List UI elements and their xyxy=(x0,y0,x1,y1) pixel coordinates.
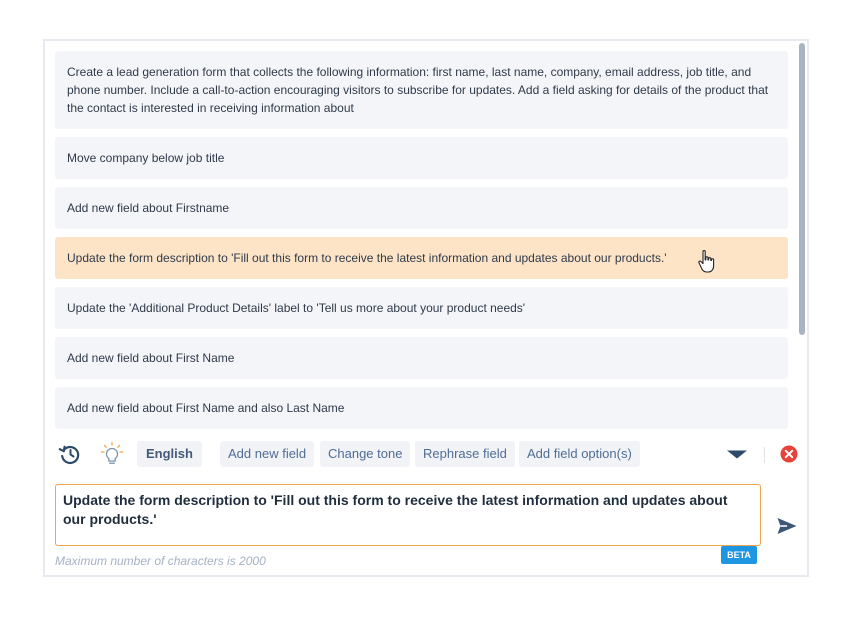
history-item-hovered[interactable]: Update the form description to 'Fill out this form to receive the latest information and updates about our products.' xyxy=(55,237,788,279)
history-item[interactable]: Add new field about First Name and also Last Name xyxy=(55,387,788,429)
send-icon[interactable] xyxy=(776,515,798,537)
rephrase-field-button[interactable]: Rephrase field xyxy=(415,441,515,467)
language-selector[interactable]: English xyxy=(137,441,202,467)
hand-cursor-icon xyxy=(697,249,717,275)
history-item[interactable]: Create a lead generation form that collects the following information: first name, last name, company, email address, job title, and phone number. Include a call-to-action encouraging visitors to subscribe for updates. Add a field asking for details of the product that the contact is interested in receiving information about xyxy=(55,51,788,129)
scrollbar[interactable] xyxy=(799,43,805,427)
toolbar-divider xyxy=(764,447,765,463)
add-new-field-button[interactable]: Add new field xyxy=(220,441,314,467)
character-limit-hint: Maximum number of characters is 2000 xyxy=(55,554,266,568)
assistant-toolbar xyxy=(55,439,801,469)
scrollbar-thumb[interactable] xyxy=(799,43,805,335)
history-item[interactable]: Add new field about Firstname xyxy=(55,187,788,229)
close-icon[interactable] xyxy=(776,441,802,467)
beta-badge: BETA xyxy=(721,546,757,564)
history-item[interactable]: Add new field about First Name xyxy=(55,337,788,379)
add-field-options-button[interactable]: Add field option(s) xyxy=(519,441,640,467)
prompt-history-list[interactable] xyxy=(55,51,788,431)
lightbulb-icon[interactable] xyxy=(99,441,125,467)
ai-assistant-panel xyxy=(43,39,809,577)
history-icon[interactable] xyxy=(57,441,83,467)
caret-down-icon[interactable] xyxy=(724,441,750,467)
change-tone-button[interactable]: Change tone xyxy=(320,441,410,467)
prompt-input[interactable]: Update the form description to 'Fill out this form to receive the latest information and updates about our products.' xyxy=(55,484,761,546)
history-item[interactable]: Update the 'Additional Product Details' label to 'Tell us more about your product needs' xyxy=(55,287,788,329)
history-item[interactable]: Move company below job title xyxy=(55,137,788,179)
